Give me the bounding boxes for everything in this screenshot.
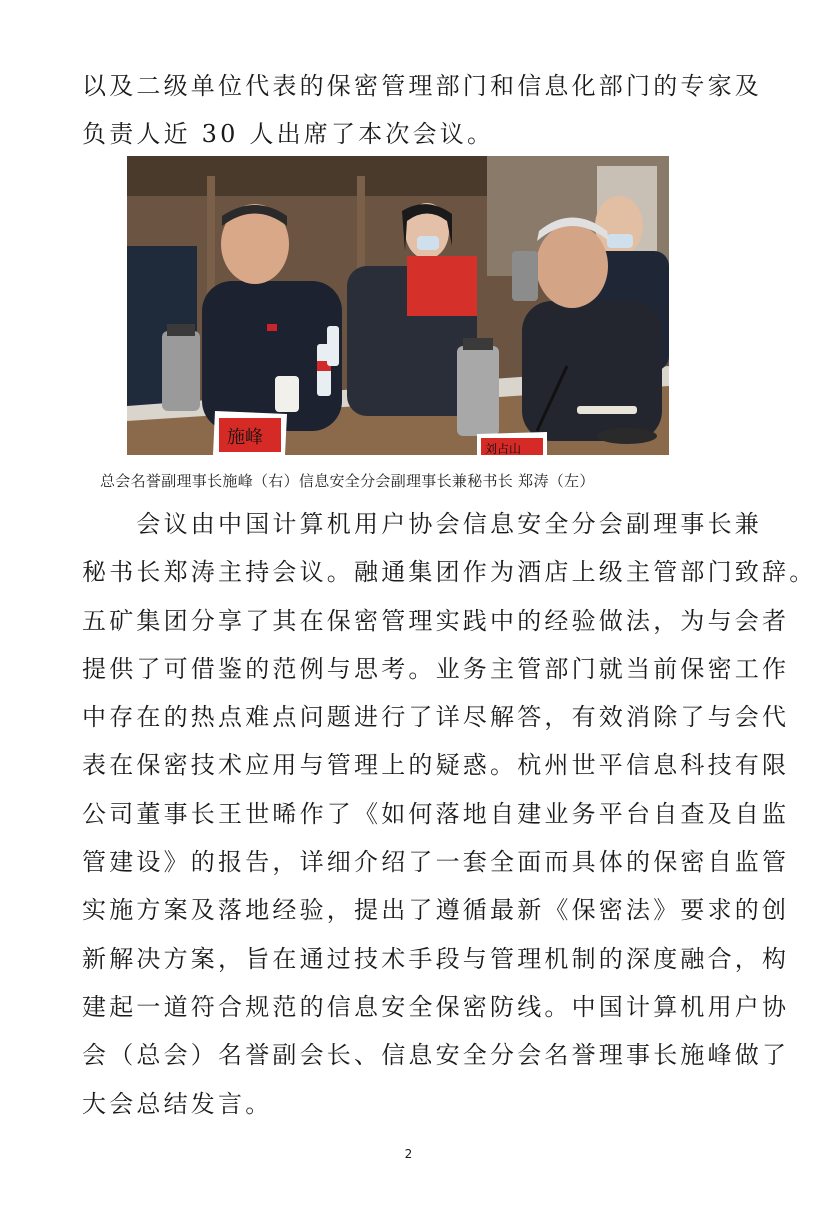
paragraph-meeting-summary: [82, 500, 817, 1128]
photo-caption: 总会名誉副理事长施峰（右）信息安全分会副理事长兼秘书长 郑涛（左）: [100, 472, 595, 490]
text-line: 中存在的热点难点问题进行了详尽解答，有效消除了与会代: [82, 703, 790, 732]
text-line: 管建设》的报告，详细介绍了一套全面而具体的保密自监管: [82, 848, 790, 877]
page-number: 2: [404, 1147, 413, 1161]
text-line: 公司董事长王世晞作了《如何落地自建业务平台自查及自监: [82, 799, 790, 828]
text-line: 会议由中国计算机用户协会信息安全分会副理事长兼: [82, 510, 762, 538]
name-card-liu: 刘占山: [485, 442, 522, 455]
text-line: 大会总结发言。: [82, 1089, 273, 1118]
name-card-shifeng: 施峰: [227, 427, 263, 448]
text-line: 新解决方案，旨在通过技术手段与管理机制的深度融合，构: [82, 944, 790, 973]
text-line: 负责人近 30 人出席了本次会议。: [82, 120, 495, 149]
text-line: 以及二级单位代表的保密管理部门和信息化部门的专家及: [82, 72, 762, 100]
paragraph-attendance: [82, 62, 762, 159]
text-line: 提供了可借鉴的范例与思考。业务主管部门就当前保密工作: [82, 654, 790, 683]
text-line: 建起一道符合规范的信息安全保密防线。中国计算机用户协: [82, 992, 790, 1021]
meeting-photo: [127, 156, 669, 455]
text-line: 实施方案及落地经验，提出了遵循最新《保密法》要求的创: [82, 896, 790, 925]
meeting-photo-illustration: [127, 156, 669, 455]
text-line: 会（总会）名誉副会长、信息安全分会名誉理事长施峰做了: [82, 1041, 790, 1070]
text-line: 秘书长郑涛主持会议。融通集团作为酒店上级主管部门致辞。: [82, 558, 817, 587]
text-line: 表在保密技术应用与管理上的疑惑。杭州世平信息科技有限: [82, 751, 790, 780]
text-line: 五矿集团分享了其在保密管理实践中的经验做法，为与会者: [82, 606, 790, 635]
